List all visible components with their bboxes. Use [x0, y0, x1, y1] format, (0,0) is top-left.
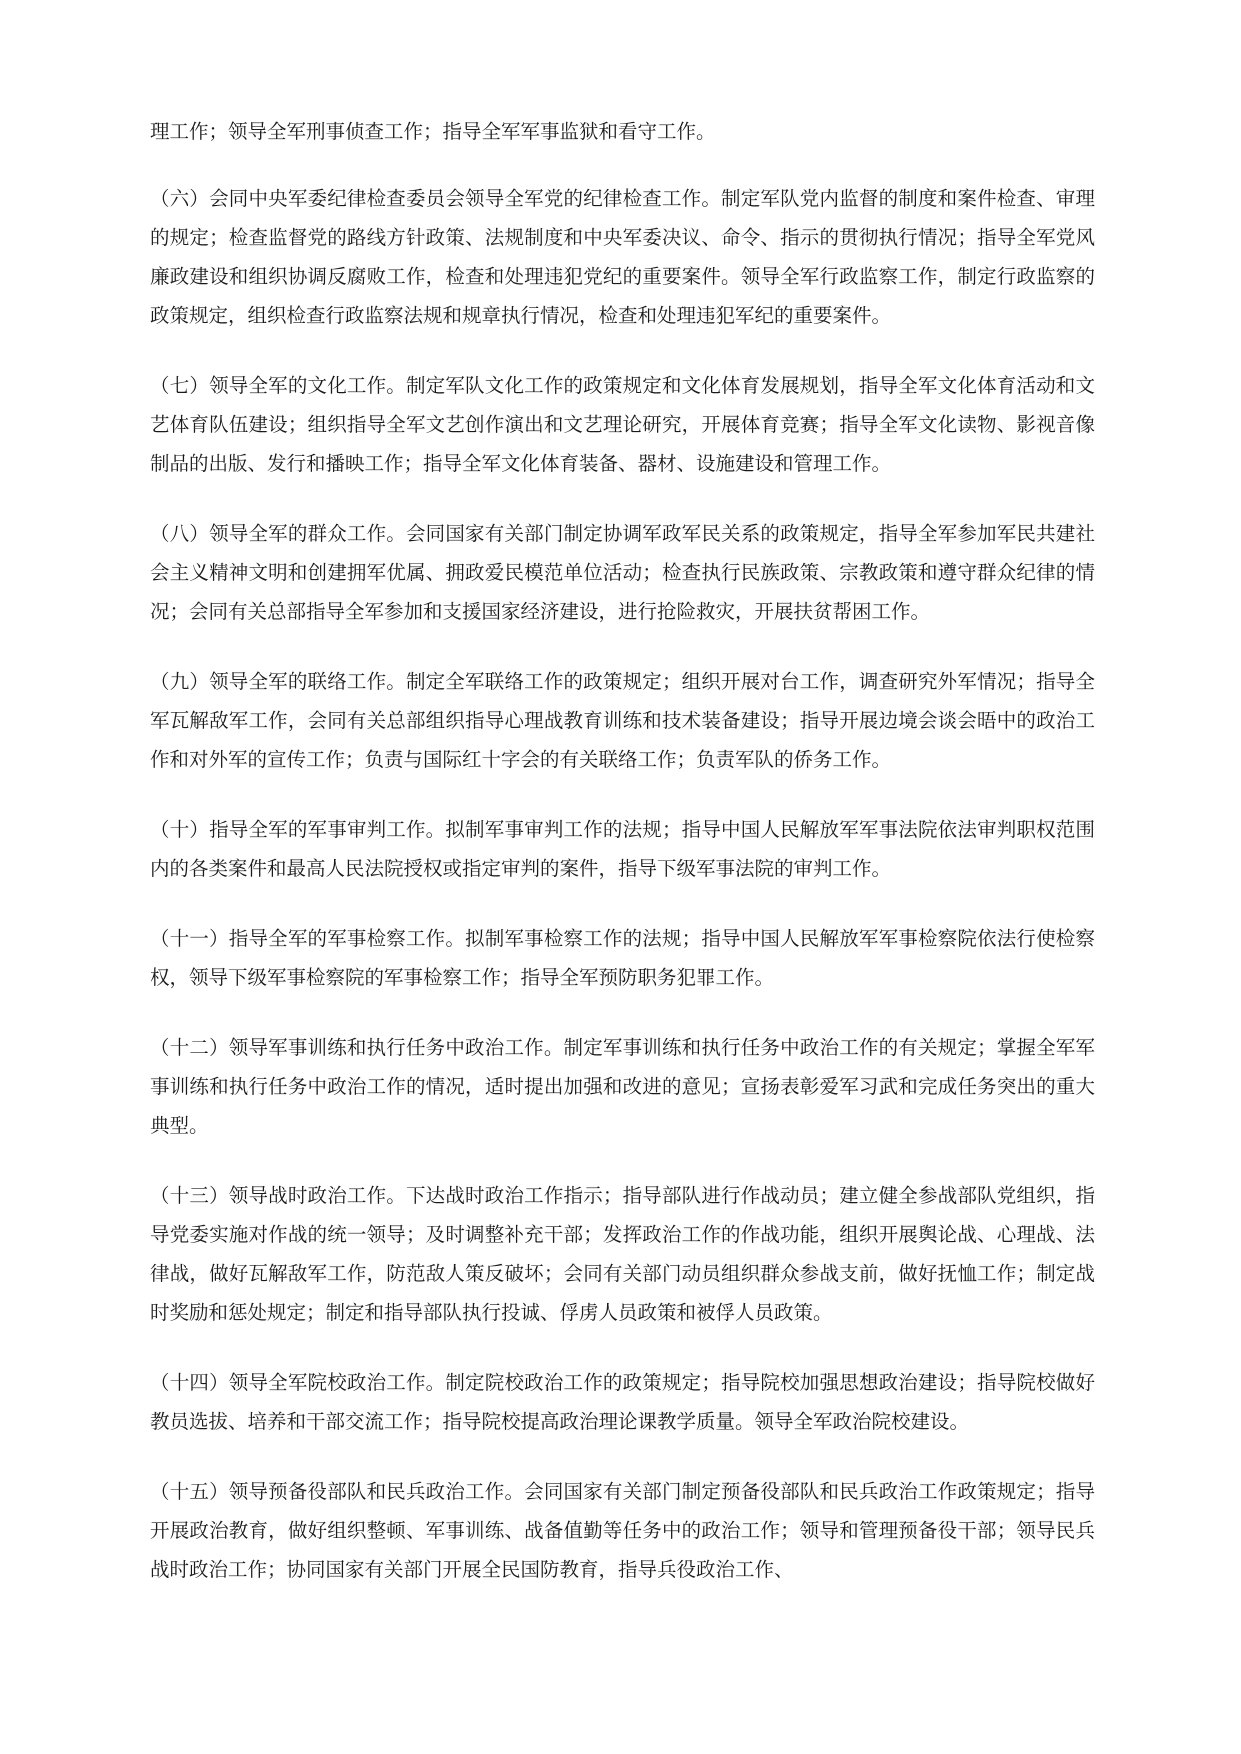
paragraph-7: （十一）指导全军的军事检察工作。拟制军事检察工作的法规；指导中国人民解放军军事检察院依法行使检察权，领导下级军事检察院的军事检察工作；指导全军预防职务犯罪工作。 [150, 927, 1095, 989]
paragraph-4: （八）领导全军的群众工作。会同国家有关部门制定协调军政军民关系的政策规定，指导全军参加军民共建社会主义精神文明和创建拥军优属、拥政爱民模范单位活动；检查执行民族政策、宗教政策和遵守群众纪律的情况；会同有关总部指导全军参加和支援国家经济建设，进行抢险救灾，开展扶贫帮困工作。 [150, 522, 1095, 623]
paragraph-1: 理工作；领导全军刑事侦查工作；指导全军军事监狱和看守工作。 [150, 120, 716, 143]
paragraph-2: （六）会同中央军委纪律检查委员会领导全军党的纪律检查工作。制定军队党内监督的制度和案件检查、审理的规定；检查监督党的路线方针政策、法规制度和中央军委决议、命令、指示的贯彻执行情况；指导全军党风廉政建设和组织协调反腐败工作，检查和处理违犯党纪的重要案件。领导全军行政监察工作，制定行政监察的政策规定，组织检查行政监察法规和规章执行情况，检查和处理违犯军纪的重要案件。 [150, 187, 1095, 327]
paragraph-9: （十三）领导战时政治工作。下达战时政治工作指示；指导部队进行作战动员；建立健全参战部队党组织，指导党委实施对作战的统一领导；及时调整补充干部；发挥政治工作的作战功能，组织开展舆论战、心理战、法律战，做好瓦解敌军工作，防范敌人策反破坏；会同有关部门动员组织群众参战支前，做好抚恤工作；制定战时奖励和惩处规定；制定和指导部队执行投诚、俘虏人员政策和被俘人员政策。 [150, 1184, 1095, 1324]
paragraph-5: （九）领导全军的联络工作。制定全军联络工作的政策规定；组织开展对台工作，调查研究外军情况；指导全军瓦解敌军工作，会同有关总部组织指导心理战教育训练和技术装备建设；指导开展边境会谈会晤中的政治工作和对外军的宣传工作；负责与国际红十字会的有关联络工作；负责军队的侨务工作。 [150, 670, 1095, 771]
paragraph-11: （十五）领导预备役部队和民兵政治工作。会同国家有关部门制定预备役部队和民兵政治工作政策规定；指导开展政治教育，做好组织整顿、军事训练、战备值勤等任务中的政治工作；领导和管理预备役干部；领导民兵战时政治工作；协同国家有关部门开展全民国防教育，指导兵役政治工作、 [150, 1480, 1095, 1581]
document-body [150, 112, 1095, 1620]
paragraph-10: （十四）领导全军院校政治工作。制定院校政治工作的政策规定；指导院校加强思想政治建设；指导院校做好教员选拔、培养和干部交流工作；指导院校提高政治理论课教学质量。领导全军政治院校建设。 [150, 1371, 1095, 1433]
paragraph-8: （十二）领导军事训练和执行任务中政治工作。制定军事训练和执行任务中政治工作的有关规定；掌握全军军事训练和执行任务中政治工作的情况，适时提出加强和改进的意见；宣扬表彰爱军习武和完成任务突出的重大典型。 [150, 1036, 1095, 1137]
paragraph-3: （七）领导全军的文化工作。制定军队文化工作的政策规定和文化体育发展规划，指导全军文化体育活动和文艺体育队伍建设；组织指导全军文艺创作演出和文艺理论研究，开展体育竞赛；指导全军文化读物、影视音像制品的出版、发行和播映工作；指导全军文化体育装备、器材、设施建设和管理工作。 [150, 374, 1095, 475]
paragraph-6: （十）指导全军的军事审判工作。拟制军事审判工作的法规；指导中国人民解放军军事法院依法审判职权范围内的各类案件和最高人民法院授权或指定审判的案件，指导下级军事法院的审判工作。 [150, 818, 1095, 880]
